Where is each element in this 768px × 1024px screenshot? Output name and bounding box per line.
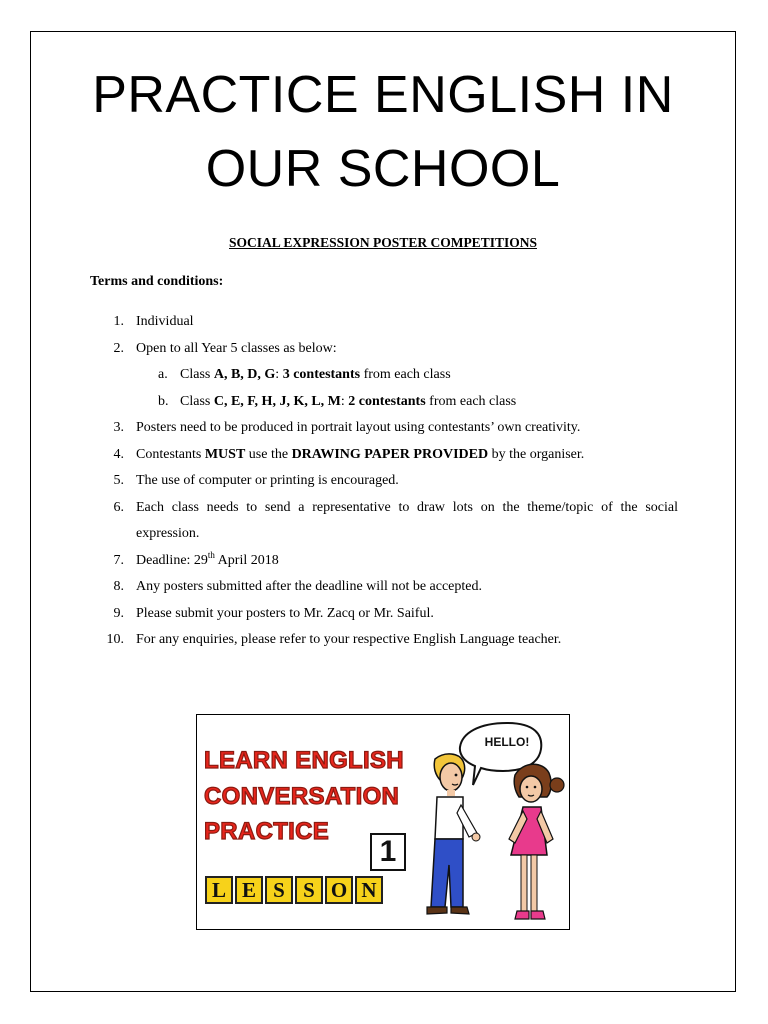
rule-8: 8. Any posters submitted after the deadline will not be accepted.	[113, 579, 483, 594]
lesson-tile: S	[295, 876, 323, 904]
competition-subtitle: SOCIAL EXPRESSION POSTER COMPETITIONS	[229, 235, 537, 250]
page-title	[30, 58, 736, 206]
rule-2b: b. Class C, E, F, H, J, K, L, M: 2 contestants from each class	[158, 393, 517, 409]
banner-line-1: LEARN ENGLISH	[204, 747, 404, 774]
rule-7: 7. Deadline: 29th April 2018	[113, 549, 279, 568]
boy-figure	[427, 754, 480, 914]
rule-9: 9. Please submit your posters to Mr. Zacq or Mr. Saiful.	[113, 605, 434, 621]
banner-line-2: CONVERSATION	[204, 783, 400, 810]
lesson-tile: O	[325, 876, 353, 904]
rule-2a: a. Class A, B, D, G: 3 contestants from each class	[158, 367, 451, 382]
lesson-tile: L	[205, 876, 233, 904]
rules-list	[90, 309, 678, 654]
rule-4: 4. Contestants MUST use the DRAWING PAPER PROVIDED by the organiser.	[113, 446, 585, 462]
rule-3: 3. Posters need to be produced in portrait layout using contestants’ own creativity.	[113, 420, 581, 435]
lesson-number-box: 1	[370, 833, 406, 871]
speech-bubble-text: HELLO!	[484, 735, 530, 749]
rule-6: 6. Each class needs to send a representative to draw lots on the theme/topic of the social expression.	[113, 499, 678, 541]
title-line-2: OUR SCHOOL	[205, 140, 561, 198]
lesson-banner-image	[196, 714, 570, 930]
lesson-tile: E	[235, 876, 263, 904]
lesson-tile: N	[355, 876, 383, 904]
title-line-1: PRACTICE ENGLISH IN	[92, 66, 674, 124]
rule-5: 5. The use of computer or printing is encouraged.	[113, 473, 399, 488]
girl-figure	[509, 764, 564, 919]
lesson-tiles	[205, 876, 383, 904]
terms-heading: Terms and conditions:	[90, 274, 224, 289]
rule-2: 2. Open to all Year 5 classes as below:	[113, 340, 337, 356]
rule-1: 1. Individual	[113, 314, 194, 329]
rule-10: 10. For any enquiries, please refer to your respective English Language teacher.	[106, 632, 562, 647]
banner-line-3: PRACTICE	[204, 818, 330, 845]
lesson-tile: S	[265, 876, 293, 904]
